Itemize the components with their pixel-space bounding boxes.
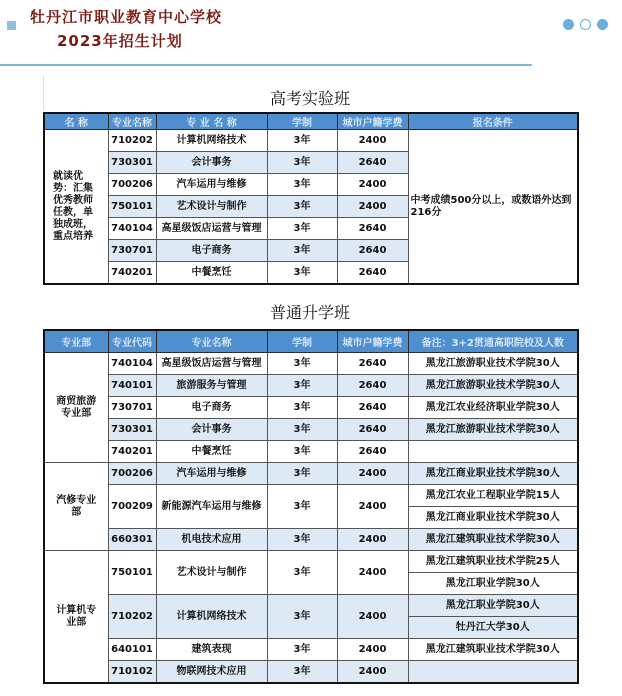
cell-years: 3年	[267, 218, 337, 240]
cell-note: 黑龙江职业学院30人	[408, 595, 578, 617]
cell-fee: 2640	[337, 397, 408, 419]
cell-fee: 2640	[337, 419, 408, 441]
cell-code: 700206	[108, 463, 156, 485]
cell-years: 3年	[267, 262, 337, 285]
cell-note: 黑龙江农业经济职业学院30人	[408, 397, 578, 419]
cell-name: 高星级饭店运营与管理	[156, 353, 267, 375]
cell-fee: 2640	[337, 240, 408, 262]
col-header: 专 业 名 称	[156, 113, 267, 130]
table-row	[44, 661, 578, 684]
table-row	[44, 441, 578, 463]
cell-code: 700206	[108, 174, 156, 196]
cell-fee: 2640	[337, 152, 408, 174]
cell-name: 艺术设计与制作	[156, 551, 267, 595]
cell-years: 3年	[267, 174, 337, 196]
cell-note: 黑龙江职业学院30人	[408, 573, 578, 595]
cell-code: 730301	[108, 419, 156, 441]
table-row	[44, 485, 578, 507]
cell-years: 3年	[267, 152, 337, 174]
cell-years: 3年	[267, 639, 337, 661]
cell-note: 黑龙江商业职业技术学院30人	[408, 463, 578, 485]
col-header: 城市户籍学费	[337, 113, 408, 130]
col-header: 备注：3+2贯通高职院校及人数	[408, 330, 578, 353]
cell-code: 730701	[108, 240, 156, 262]
department-label: 汽修专业部	[44, 463, 108, 551]
dot-filled-icon	[597, 19, 608, 30]
table-row	[44, 551, 578, 573]
table-header-row	[44, 330, 578, 353]
cell-code: 710102	[108, 661, 156, 684]
cell-code: 740101	[108, 375, 156, 397]
table-row	[44, 639, 578, 661]
col-header: 学制	[267, 330, 337, 353]
cell-years: 3年	[267, 661, 337, 684]
cell-years: 3年	[267, 463, 337, 485]
cell-code: 710202	[108, 130, 156, 152]
cell-name: 新能源汽车运用与维修	[156, 485, 267, 529]
table-row	[44, 397, 578, 419]
carousel-dots	[563, 19, 608, 30]
cell-note: 黑龙江建筑职业技术学院30人	[408, 529, 578, 551]
cell-code: 740104	[108, 353, 156, 375]
cell-name: 机电技术应用	[156, 529, 267, 551]
cell-fee: 2640	[337, 262, 408, 285]
dot-filled-icon	[563, 19, 574, 30]
cell-name: 计算机网络技术	[156, 130, 267, 152]
cell-note: 黑龙江旅游职业技术学院30人	[408, 419, 578, 441]
dot-hollow-icon	[580, 19, 591, 30]
cell-fee: 2640	[337, 353, 408, 375]
cell-code: 660301	[108, 529, 156, 551]
table-row	[44, 529, 578, 551]
cell-name: 汽车运用与维修	[156, 463, 267, 485]
cell-code: 740201	[108, 441, 156, 463]
cell-code: 730301	[108, 152, 156, 174]
cell-fee: 2400	[337, 463, 408, 485]
cell-name: 会计事务	[156, 419, 267, 441]
cell-years: 3年	[267, 529, 337, 551]
table-header-row	[44, 113, 578, 130]
cell-note: 黑龙江建筑职业技术学院25人	[408, 551, 578, 573]
section-title-regular: 普通升学班	[269, 303, 350, 322]
cell-years: 3年	[267, 419, 337, 441]
cell-years: 3年	[267, 397, 337, 419]
cell-fee: 2400	[337, 639, 408, 661]
cell-code: 750101	[108, 196, 156, 218]
col-header: 名 称	[44, 113, 108, 130]
cell-years: 3年	[267, 485, 337, 529]
enrollment-condition: 中考成绩500分以上，或数语外达到216分	[408, 130, 578, 285]
cell-name: 电子商务	[156, 240, 267, 262]
cell-years: 3年	[267, 196, 337, 218]
cell-name: 旅游服务与管理	[156, 375, 267, 397]
regular-class-table	[43, 329, 579, 684]
cell-name: 物联网技术应用	[156, 661, 267, 684]
cell-note	[408, 661, 578, 684]
cell-years: 3年	[267, 375, 337, 397]
cell-note: 黑龙江旅游职业技术学院30人	[408, 375, 578, 397]
cell-years: 3年	[267, 240, 337, 262]
cell-note: 黑龙江建筑职业技术学院30人	[408, 639, 578, 661]
cell-code: 700209	[108, 485, 156, 529]
cell-code: 740104	[108, 218, 156, 240]
table-row	[44, 419, 578, 441]
cell-years: 3年	[267, 353, 337, 375]
col-header: 学制	[267, 113, 337, 130]
cell-years: 3年	[267, 595, 337, 639]
gaokao-class-table	[43, 112, 579, 285]
cell-name: 会计事务	[156, 152, 267, 174]
cell-code: 710202	[108, 595, 156, 639]
cell-name: 计算机网络技术	[156, 595, 267, 639]
cell-fee: 2640	[337, 375, 408, 397]
cell-note: 黑龙江旅游职业技术学院30人	[408, 353, 578, 375]
cell-years: 3年	[267, 441, 337, 463]
cell-fee: 2400	[337, 551, 408, 595]
cell-name: 电子商务	[156, 397, 267, 419]
col-header: 专业部	[44, 330, 108, 353]
cell-fee: 2640	[337, 218, 408, 240]
cell-fee: 2400	[337, 130, 408, 152]
cell-note: 黑龙江农业工程职业学院15人	[408, 485, 578, 507]
col-header: 专业名称	[156, 330, 267, 353]
cell-years: 3年	[267, 130, 337, 152]
plan-title: 2023年招生计划	[57, 32, 183, 50]
cell-name: 中餐烹饪	[156, 441, 267, 463]
col-header: 城市户籍学费	[337, 330, 408, 353]
table-row	[44, 130, 578, 152]
table-row	[44, 595, 578, 617]
cell-fee: 2400	[337, 595, 408, 639]
table-row	[44, 463, 578, 485]
department-label: 商贸旅游专业部	[44, 353, 108, 463]
cell-years: 3年	[267, 551, 337, 595]
col-header: 专业名称	[108, 113, 156, 130]
cell-code: 640101	[108, 639, 156, 661]
cell-fee: 2400	[337, 174, 408, 196]
section-title-gaokao: 高考实验班	[269, 89, 350, 108]
department-label: 计算机专业部	[44, 551, 108, 684]
cell-fee: 2400	[337, 529, 408, 551]
cell-note: 黑龙江商业职业技术学院30人	[408, 507, 578, 529]
cell-name: 中餐烹饪	[156, 262, 267, 285]
school-name: 牡丹江市职业教育中心学校	[30, 8, 223, 26]
cell-name: 建筑表现	[156, 639, 267, 661]
col-header: 专业代码	[108, 330, 156, 353]
cell-fee: 2400	[337, 196, 408, 218]
cell-fee: 2400	[337, 485, 408, 529]
cell-note: 牡丹江大学30人	[408, 617, 578, 639]
cell-code: 740201	[108, 262, 156, 285]
group-label: 就读优势：汇集优秀教师任教，单独成班，重点培养	[44, 130, 108, 285]
decorative-square-icon	[7, 21, 16, 30]
table-row	[44, 353, 578, 375]
cell-code: 750101	[108, 551, 156, 595]
cell-name: 艺术设计与制作	[156, 196, 267, 218]
cell-fee: 2400	[337, 661, 408, 684]
cell-note	[408, 441, 578, 463]
cell-name: 汽车运用与维修	[156, 174, 267, 196]
cell-name: 高星级饭店运营与管理	[156, 218, 267, 240]
cell-code: 730701	[108, 397, 156, 419]
cell-fee: 2640	[337, 441, 408, 463]
header-divider	[0, 64, 532, 66]
table-row	[44, 375, 578, 397]
col-header: 报名条件	[408, 113, 578, 130]
